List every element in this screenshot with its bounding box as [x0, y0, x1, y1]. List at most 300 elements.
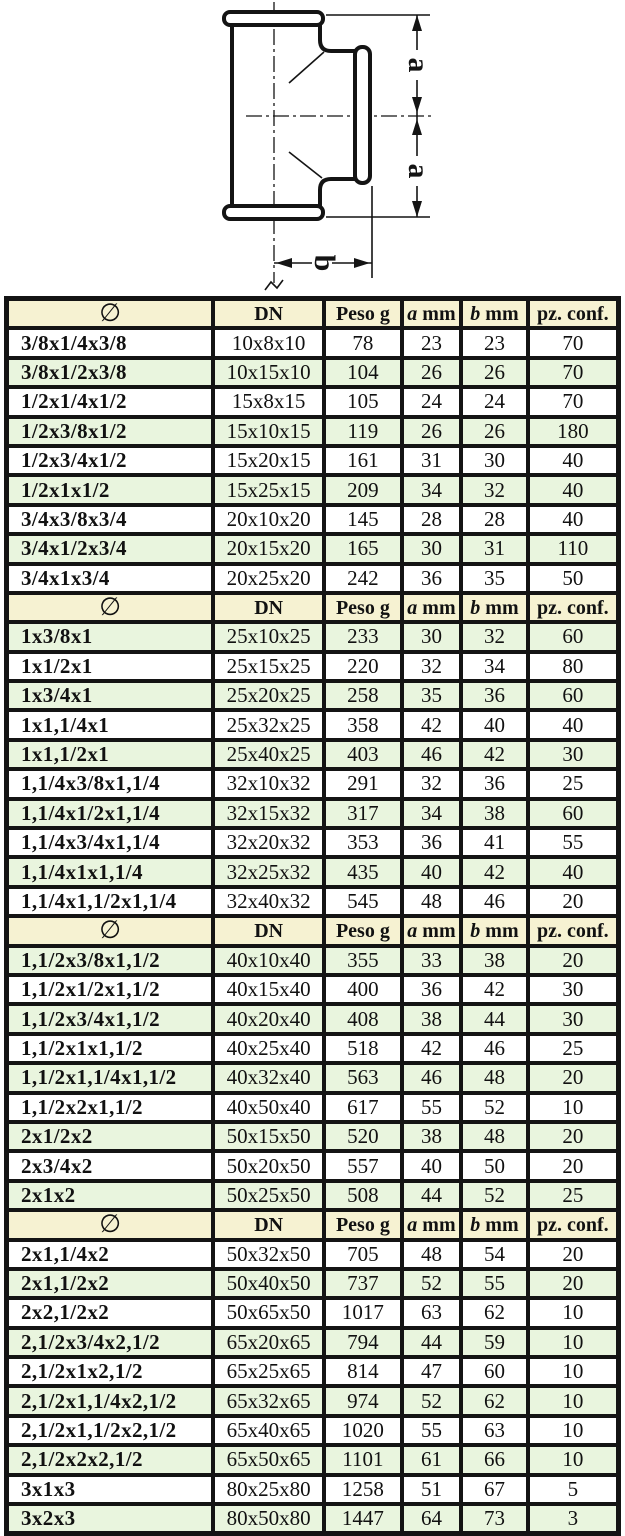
diameter-cell: 2x1,1/2x2 [7, 1269, 214, 1298]
a-mm-cell: 31 [402, 446, 461, 475]
dn-cell: 32x40x32 [213, 887, 324, 916]
b-mm-cell: 46 [461, 1034, 528, 1063]
b-symbol: b [470, 596, 481, 619]
diameter-cell: 1x3/4x1 [7, 681, 214, 710]
diameter-symbol: ∅ [99, 300, 121, 328]
table-row [7, 1328, 619, 1357]
a-mm-cell: 30 [402, 534, 461, 563]
diameter-cell: 2x1/2x2 [7, 1122, 214, 1151]
dn-cell: 65x20x65 [213, 1328, 324, 1357]
diameter-cell: 2,1/2x1,1/4x2,1/2 [7, 1386, 214, 1415]
table-row [7, 799, 619, 828]
a-mm-cell: 42 [402, 1034, 461, 1063]
dim-label-b: b [308, 254, 342, 272]
dn-cell: 40x15x40 [213, 975, 324, 1004]
dn-cell: 15x25x15 [213, 475, 324, 504]
header-row-3 [7, 1210, 619, 1239]
a-mm-cell: 52 [402, 1386, 461, 1415]
a-mm-header [402, 593, 461, 622]
dn-header: DN [213, 299, 324, 329]
b-mm-cell: 40 [461, 710, 528, 739]
pieces-cell: 30 [528, 740, 619, 769]
table-row [7, 710, 619, 739]
dn-cell: 10x15x10 [213, 358, 324, 387]
diameter-cell: 2x2,1/2x2 [7, 1298, 214, 1327]
a-mm-cell: 40 [402, 857, 461, 886]
diameter-cell: 1/2x1x1/2 [7, 475, 214, 504]
a-mm-cell: 36 [402, 828, 461, 857]
dn-cell: 25x20x25 [213, 681, 324, 710]
a-mm-cell: 46 [402, 740, 461, 769]
diameter-cell: 1/2x3/8x1/2 [7, 417, 214, 446]
b-mm-cell: 26 [461, 358, 528, 387]
diameter-symbol: ∅ [99, 1211, 121, 1239]
table-row [7, 1269, 619, 1298]
a-symbol: a [407, 919, 418, 942]
table-row [7, 1475, 619, 1504]
b-symbol: b [470, 1213, 481, 1236]
weight-cell: 814 [324, 1357, 402, 1386]
a-mm-cell: 61 [402, 1445, 461, 1474]
b-mm-cell: 48 [461, 1063, 528, 1092]
dn-cell: 40x50x40 [213, 1093, 324, 1122]
a-mm-cell: 32 [402, 652, 461, 681]
weight-cell: 518 [324, 1034, 402, 1063]
table-row [7, 1504, 619, 1534]
b-mm-cell: 38 [461, 946, 528, 975]
a-mm-cell: 48 [402, 1240, 461, 1269]
a-mm-cell: 55 [402, 1093, 461, 1122]
dn-cell: 20x10x20 [213, 505, 324, 534]
a-unit: mm [422, 596, 456, 619]
b-mm-cell: 62 [461, 1386, 528, 1415]
diameter-cell: 2,1/2x2x2,1/2 [7, 1445, 214, 1474]
pieces-cell: 60 [528, 799, 619, 828]
a-mm-cell: 26 [402, 358, 461, 387]
weight-cell: 233 [324, 622, 402, 651]
pieces-cell: 10 [528, 1445, 619, 1474]
a-mm-cell: 34 [402, 475, 461, 504]
table-row [7, 946, 619, 975]
pieces-cell: 20 [528, 1240, 619, 1269]
weight-cell: 78 [324, 328, 402, 357]
table-row [7, 505, 619, 534]
table-row [7, 681, 619, 710]
table-row [7, 534, 619, 563]
b-mm-cell: 26 [461, 417, 528, 446]
dn-header: DN [213, 593, 324, 622]
weight-header: Peso g [324, 593, 402, 622]
b-mm-cell: 23 [461, 328, 528, 357]
table-row [7, 622, 619, 651]
dn-cell: 40x25x40 [213, 1034, 324, 1063]
diameter-cell: 1,1/2x1x1,1/2 [7, 1034, 214, 1063]
dn-cell: 32x10x32 [213, 769, 324, 798]
table-row [7, 1004, 619, 1033]
tee-fitting-diagram [0, 0, 625, 296]
dn-cell: 32x20x32 [213, 828, 324, 857]
b-mm-cell: 48 [461, 1122, 528, 1151]
weight-cell: 737 [324, 1269, 402, 1298]
pieces-cell: 40 [528, 446, 619, 475]
weight-cell: 104 [324, 358, 402, 387]
table-row [7, 1357, 619, 1386]
a-mm-header [402, 916, 461, 945]
b-mm-header [461, 593, 528, 622]
a-symbol: a [407, 596, 418, 619]
weight-cell: 145 [324, 505, 402, 534]
b-mm-cell: 42 [461, 975, 528, 1004]
a-mm-cell: 30 [402, 622, 461, 651]
b-mm-cell: 32 [461, 475, 528, 504]
diameter-symbol: ∅ [99, 594, 121, 622]
a-mm-cell: 42 [402, 710, 461, 739]
pieces-cell: 20 [528, 1063, 619, 1092]
dim-label-a-bottom: a [402, 163, 436, 179]
a-mm-cell: 32 [402, 769, 461, 798]
diameter-cell: 3x1x3 [7, 1475, 214, 1504]
diameter-cell: 1,1/2x3/4x1,1/2 [7, 1004, 214, 1033]
dim-label-a-top: a [402, 57, 436, 73]
pieces-cell: 10 [528, 1416, 619, 1445]
table-row [7, 417, 619, 446]
dn-cell: 80x25x80 [213, 1475, 324, 1504]
diameter-cell: 1,1/2x1,1/4x1,1/2 [7, 1063, 214, 1092]
b-mm-cell: 30 [461, 446, 528, 475]
weight-cell: 161 [324, 446, 402, 475]
table-row [7, 1093, 619, 1122]
diameter-symbol: ∅ [99, 917, 121, 945]
b-mm-header [461, 916, 528, 945]
weight-cell: 520 [324, 1122, 402, 1151]
table-row [7, 1298, 619, 1327]
pieces-cell: 10 [528, 1093, 619, 1122]
b-mm-cell: 42 [461, 740, 528, 769]
diameter-header [7, 593, 214, 622]
a-unit: mm [422, 919, 456, 942]
diameter-cell: 1x1,1/4x1 [7, 710, 214, 739]
pieces-cell: 10 [528, 1357, 619, 1386]
pieces-cell: 20 [528, 1151, 619, 1180]
weight-cell: 242 [324, 564, 402, 593]
weight-cell: 557 [324, 1151, 402, 1180]
weight-cell: 403 [324, 740, 402, 769]
b-mm-cell: 34 [461, 652, 528, 681]
spec-table [4, 296, 621, 1536]
pieces-cell: 60 [528, 681, 619, 710]
b-mm-cell: 52 [461, 1093, 528, 1122]
pieces-cell: 70 [528, 358, 619, 387]
a-mm-cell: 44 [402, 1181, 461, 1210]
b-mm-cell: 60 [461, 1357, 528, 1386]
weight-cell: 353 [324, 828, 402, 857]
a-mm-cell: 48 [402, 887, 461, 916]
weight-cell: 545 [324, 887, 402, 916]
b-unit: mm [485, 919, 519, 942]
b-mm-cell: 42 [461, 857, 528, 886]
pieces-cell: 70 [528, 387, 619, 416]
weight-cell: 209 [324, 475, 402, 504]
b-mm-cell: 28 [461, 505, 528, 534]
table-row [7, 1416, 619, 1445]
dn-cell: 32x25x32 [213, 857, 324, 886]
diameter-cell: 1x3/8x1 [7, 622, 214, 651]
pieces-header: pz. conf. [528, 593, 619, 622]
table-row [7, 887, 619, 916]
a-mm-cell: 51 [402, 1475, 461, 1504]
pieces-cell: 50 [528, 564, 619, 593]
diameter-cell: 1,1/4x3/8x1,1/4 [7, 769, 214, 798]
pieces-cell: 20 [528, 946, 619, 975]
table-row [7, 1240, 619, 1269]
a-mm-cell: 38 [402, 1004, 461, 1033]
table-row [7, 1034, 619, 1063]
table-row [7, 740, 619, 769]
b-mm-header [461, 1210, 528, 1239]
weight-header: Peso g [324, 1210, 402, 1239]
pieces-cell: 3 [528, 1504, 619, 1534]
table-row [7, 828, 619, 857]
diameter-cell: 1,1/2x3/8x1,1/2 [7, 946, 214, 975]
dn-cell: 10x8x10 [213, 328, 324, 357]
b-symbol: b [470, 302, 481, 325]
diameter-cell: 2,1/2x1,1/2x2,1/2 [7, 1416, 214, 1445]
pieces-header: pz. conf. [528, 1210, 619, 1239]
weight-cell: 258 [324, 681, 402, 710]
diameter-header [7, 916, 214, 945]
a-unit: mm [422, 302, 456, 325]
b-mm-cell: 62 [461, 1298, 528, 1327]
header-row-2 [7, 916, 619, 945]
diameter-cell: 2x1,1/4x2 [7, 1240, 214, 1269]
pieces-cell: 5 [528, 1475, 619, 1504]
table-row [7, 1386, 619, 1415]
a-mm-cell: 55 [402, 1416, 461, 1445]
dn-cell: 25x32x25 [213, 710, 324, 739]
a-symbol: a [407, 302, 418, 325]
b-mm-cell: 38 [461, 799, 528, 828]
a-mm-cell: 33 [402, 946, 461, 975]
pieces-cell: 60 [528, 622, 619, 651]
dn-header: DN [213, 1210, 324, 1239]
diameter-cell: 1,1/4x1,1/2x1,1/4 [7, 887, 214, 916]
diameter-cell: 1/2x1/4x1/2 [7, 387, 214, 416]
weight-cell: 220 [324, 652, 402, 681]
pieces-cell: 10 [528, 1298, 619, 1327]
table-row [7, 387, 619, 416]
pieces-cell: 25 [528, 1034, 619, 1063]
pieces-cell: 25 [528, 769, 619, 798]
table-row [7, 358, 619, 387]
b-symbol: b [470, 919, 481, 942]
b-mm-cell: 59 [461, 1328, 528, 1357]
weight-cell: 355 [324, 946, 402, 975]
dn-cell: 40x10x40 [213, 946, 324, 975]
b-mm-cell: 36 [461, 681, 528, 710]
b-mm-cell: 63 [461, 1416, 528, 1445]
a-mm-cell: 38 [402, 1122, 461, 1151]
dn-cell: 50x40x50 [213, 1269, 324, 1298]
dn-cell: 20x15x20 [213, 534, 324, 563]
pieces-cell: 25 [528, 1181, 619, 1210]
weight-cell: 705 [324, 1240, 402, 1269]
pieces-cell: 10 [528, 1386, 619, 1415]
table-row [7, 1063, 619, 1092]
table-row [7, 769, 619, 798]
b-mm-cell: 66 [461, 1445, 528, 1474]
header-row-1 [7, 593, 619, 622]
diameter-cell: 2x3/4x2 [7, 1151, 214, 1180]
b-unit: mm [485, 302, 519, 325]
pieces-cell: 30 [528, 975, 619, 1004]
weight-cell: 1101 [324, 1445, 402, 1474]
b-mm-cell: 46 [461, 887, 528, 916]
weight-cell: 291 [324, 769, 402, 798]
dn-cell: 40x20x40 [213, 1004, 324, 1033]
a-mm-cell: 63 [402, 1298, 461, 1327]
dn-cell: 15x20x15 [213, 446, 324, 475]
b-mm-cell: 73 [461, 1504, 528, 1534]
weight-cell: 1447 [324, 1504, 402, 1534]
table-row [7, 475, 619, 504]
dn-cell: 65x50x65 [213, 1445, 324, 1474]
dn-cell: 65x40x65 [213, 1416, 324, 1445]
dn-cell: 80x50x80 [213, 1504, 324, 1534]
diameter-cell: 1,1/2x1/2x1,1/2 [7, 975, 214, 1004]
table-row [7, 564, 619, 593]
dn-cell: 25x40x25 [213, 740, 324, 769]
a-mm-cell: 35 [402, 681, 461, 710]
a-mm-header [402, 1210, 461, 1239]
pieces-cell: 55 [528, 828, 619, 857]
b-mm-cell: 55 [461, 1269, 528, 1298]
table-row [7, 652, 619, 681]
diameter-header [7, 1210, 214, 1239]
dn-cell: 25x10x25 [213, 622, 324, 651]
diameter-cell: 1,1/2x2x1,1/2 [7, 1093, 214, 1122]
weight-cell: 794 [324, 1328, 402, 1357]
b-mm-cell: 67 [461, 1475, 528, 1504]
pieces-cell: 80 [528, 652, 619, 681]
a-mm-cell: 36 [402, 564, 461, 593]
diameter-cell: 3/8x1/4x3/8 [7, 328, 214, 357]
weight-cell: 435 [324, 857, 402, 886]
pieces-header: pz. conf. [528, 916, 619, 945]
weight-cell: 563 [324, 1063, 402, 1092]
diameter-cell: 3/8x1/2x3/8 [7, 358, 214, 387]
table-row [7, 1181, 619, 1210]
a-mm-cell: 36 [402, 975, 461, 1004]
b-mm-cell: 31 [461, 534, 528, 563]
diameter-cell: 3/4x3/8x3/4 [7, 505, 214, 534]
pieces-cell: 40 [528, 857, 619, 886]
b-mm-cell: 44 [461, 1004, 528, 1033]
diameter-cell: 1,1/4x1/2x1,1/4 [7, 799, 214, 828]
pieces-cell: 180 [528, 417, 619, 446]
dn-cell: 40x32x40 [213, 1063, 324, 1092]
diameter-cell: 1/2x3/4x1/2 [7, 446, 214, 475]
a-mm-cell: 64 [402, 1504, 461, 1534]
diameter-cell: 1,1/4x3/4x1,1/4 [7, 828, 214, 857]
diameter-cell: 2,1/2x3/4x2,1/2 [7, 1328, 214, 1357]
weight-header: Peso g [324, 916, 402, 945]
diameter-cell: 1,1/4x1x1,1/4 [7, 857, 214, 886]
pieces-cell: 40 [528, 475, 619, 504]
weight-header: Peso g [324, 299, 402, 329]
b-mm-cell: 36 [461, 769, 528, 798]
table-row [7, 328, 619, 357]
table-row [7, 1151, 619, 1180]
pieces-cell: 40 [528, 505, 619, 534]
pieces-header: pz. conf. [528, 299, 619, 329]
weight-cell: 400 [324, 975, 402, 1004]
diameter-cell: 3/4x1x3/4 [7, 564, 214, 593]
b-unit: mm [485, 1213, 519, 1236]
weight-cell: 119 [324, 417, 402, 446]
a-mm-cell: 47 [402, 1357, 461, 1386]
spec-table-body [7, 299, 619, 1534]
diameter-cell: 2,1/2x1x2,1/2 [7, 1357, 214, 1386]
tee-fitting-drawing-icon [0, 0, 625, 296]
b-mm-cell: 41 [461, 828, 528, 857]
b-mm-cell: 50 [461, 1151, 528, 1180]
dn-cell: 65x25x65 [213, 1357, 324, 1386]
dn-cell: 50x15x50 [213, 1122, 324, 1151]
pieces-cell: 20 [528, 887, 619, 916]
a-mm-cell: 28 [402, 505, 461, 534]
b-mm-cell: 52 [461, 1181, 528, 1210]
table-row [7, 1122, 619, 1151]
pieces-cell: 30 [528, 1004, 619, 1033]
diameter-header [7, 299, 214, 329]
b-mm-header [461, 299, 528, 329]
weight-cell: 165 [324, 534, 402, 563]
dn-cell: 32x15x32 [213, 799, 324, 828]
table-row [7, 857, 619, 886]
a-mm-cell: 52 [402, 1269, 461, 1298]
diameter-cell: 1x1/2x1 [7, 652, 214, 681]
b-unit: mm [485, 596, 519, 619]
diameter-cell: 2x1x2 [7, 1181, 214, 1210]
b-mm-cell: 32 [461, 622, 528, 651]
a-mm-header [402, 299, 461, 329]
pieces-cell: 40 [528, 710, 619, 739]
pieces-cell: 110 [528, 534, 619, 563]
weight-cell: 508 [324, 1181, 402, 1210]
dn-cell: 20x25x20 [213, 564, 324, 593]
dn-cell: 50x32x50 [213, 1240, 324, 1269]
a-mm-cell: 24 [402, 387, 461, 416]
weight-cell: 617 [324, 1093, 402, 1122]
a-mm-cell: 26 [402, 417, 461, 446]
dn-cell: 65x32x65 [213, 1386, 324, 1415]
a-mm-cell: 46 [402, 1063, 461, 1092]
b-mm-cell: 35 [461, 564, 528, 593]
b-mm-cell: 24 [461, 387, 528, 416]
diameter-cell: 3/4x1/2x3/4 [7, 534, 214, 563]
dn-cell: 50x65x50 [213, 1298, 324, 1327]
a-unit: mm [422, 1213, 456, 1236]
a-mm-cell: 40 [402, 1151, 461, 1180]
weight-cell: 1258 [324, 1475, 402, 1504]
dn-header: DN [213, 916, 324, 945]
pieces-cell: 20 [528, 1269, 619, 1298]
a-mm-cell: 23 [402, 328, 461, 357]
table-row [7, 975, 619, 1004]
weight-cell: 408 [324, 1004, 402, 1033]
dn-cell: 25x15x25 [213, 652, 324, 681]
table-row [7, 1445, 619, 1474]
